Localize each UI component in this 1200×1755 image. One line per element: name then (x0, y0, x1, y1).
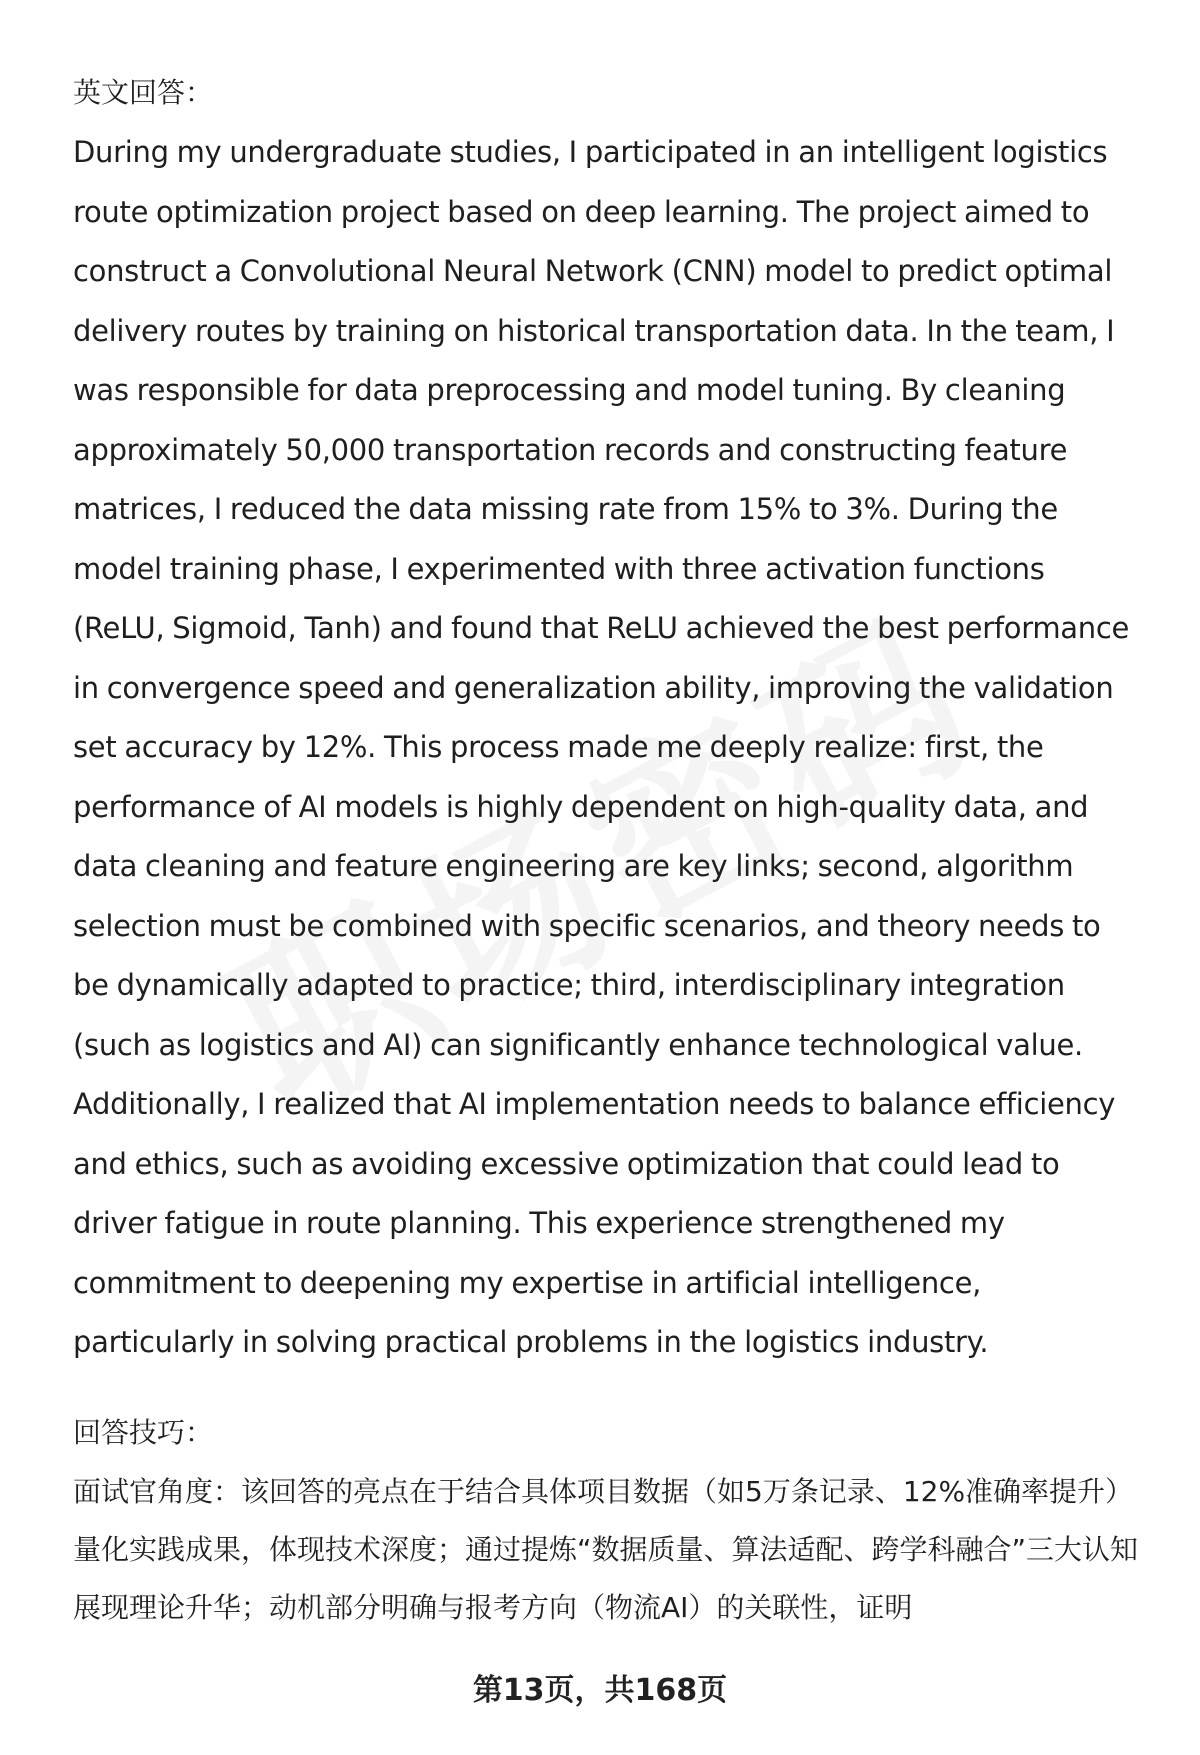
page-indicator: 第13页，共168页 (472, 1673, 728, 1708)
section-gap (73, 1373, 1143, 1403)
answer-body: During my undergraduate studies, I participated in an intelligent logistics route optimization project based on deep learning. The project aimed to construct a Convolutional Neural Network (CNN) model to predict optimal delivery routes by training on historical transportation data. In the team, I was responsible for data preprocessing and model tuning. By cleaning approximately 50,000 transportation records and constructing feature matrices, I reduced the data missing rate from 15% to 3%. During the model training phase, I experimented with three activation functions (ReLU, Sigmoid, Tanh) and found that ReLU achieved the best performance in convergence speed and generalization ability, improving the validation set accuracy by 12%. This process made me deeply realize: first, the performance of AI models is highly dependent on high-quality data, and data cleaning and feature engineering are key links; second, algorithm selection must be combined with specific scenarios, and theory needs to be dynamically adapted to practice; third, interdisciplinary integration (such as logistics and AI) can significantly enhance technological value. Additionally, I realized that AI implementation needs to balance efficiency and ethics, such as avoiding excessive optimization that could lead to driver fatigue in route planning. This experience strengthened my commitment to deepening my expertise in artificial intelligence, particularly in solving practical problems in the logistics industry. (73, 135, 1130, 1359)
tips-heading: 回答技巧： (73, 1415, 214, 1449)
tips-body: 面试官角度：该回答的亮点在于结合具体项目数据（如5万条记录、12%准确率提升）量化实践成果，体现技术深度；通过提炼“数据质量、算法适配、跨学科融合”三大认知展现理论升华；动机部分明确与报考方向（物流AI）的关联性，证明 (73, 1474, 1139, 1624)
document-content (73, 63, 1143, 1637)
answer-heading: 英文回答： (73, 76, 214, 109)
